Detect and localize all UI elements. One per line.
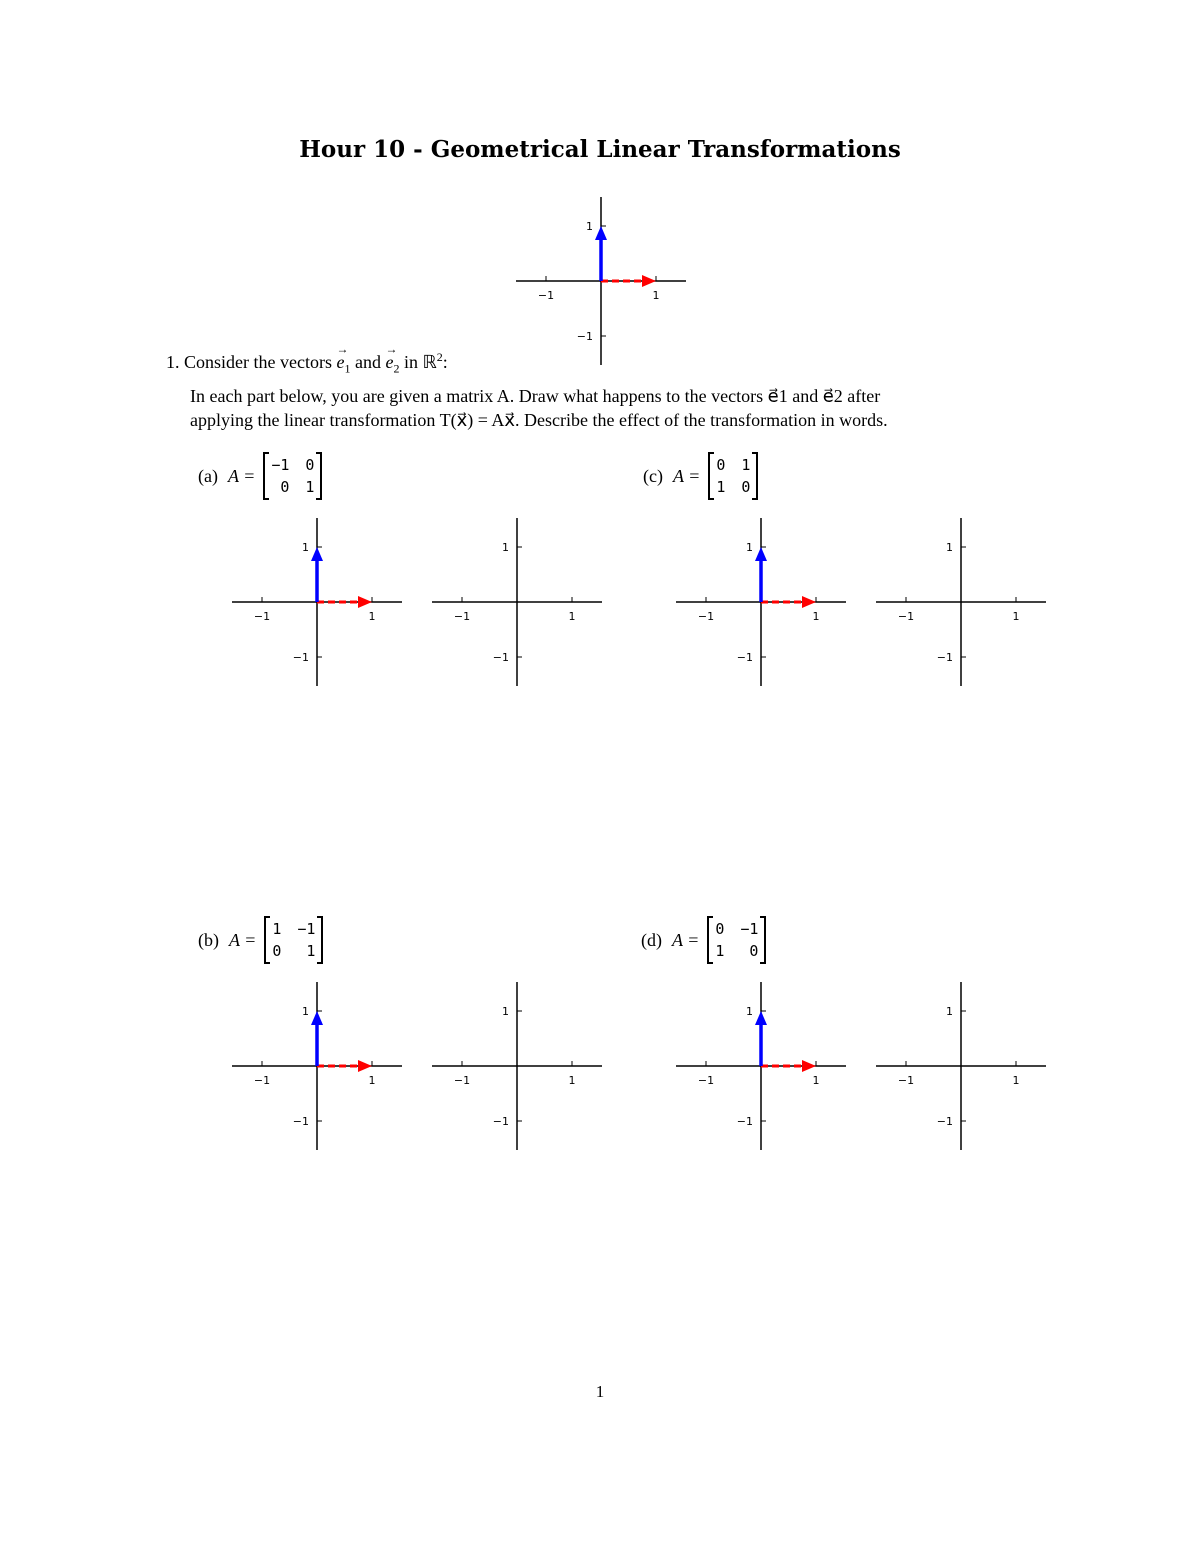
x-tick-label-neg: −1 (897, 1074, 915, 1087)
x-tick-label-pos: 1 (812, 610, 820, 623)
e1-arrowhead (802, 596, 816, 608)
e1-arrowhead (802, 1060, 816, 1072)
y-tick-label-neg: −1 (492, 1115, 509, 1128)
part-b-matrix: 1 −1 0 1 (264, 916, 323, 964)
x-tick-label-neg: −1 (453, 1074, 471, 1087)
page-title: Hour 10 - Geometrical Linear Transformations (299, 136, 901, 163)
y-tick-label-neg: −1 (292, 1115, 309, 1128)
y-tick-label-neg: −1 (292, 651, 309, 664)
y-tick-label-neg: −1 (936, 1115, 953, 1128)
x-tick-label-neg: −1 (453, 610, 471, 623)
y-tick-label-pos: 1 (302, 1005, 309, 1018)
part-d-label: (d) A = 0 −1 1 0 (641, 916, 766, 964)
part-c-original-plot (672, 516, 852, 688)
x-tick-label-pos: 1 (1012, 1074, 1020, 1087)
part-c-label: (c) A = 0 1 1 0 (643, 452, 758, 500)
part-c-matrix: 0 1 1 0 (708, 452, 758, 500)
e2-arrowhead (595, 226, 607, 240)
e1-arrowhead (642, 275, 656, 287)
instructions-line-2: applying the linear transformation T(x⃗) = Ax⃗. Describe the effect of the transformation in words. (190, 410, 888, 430)
page-number: 1 (595, 1382, 605, 1401)
e2-arrowhead (311, 547, 323, 561)
e2-symbol: → e (385, 350, 393, 374)
y-tick-label-pos: 1 (746, 1005, 753, 1018)
instructions-line-1: In each part below, you are given a matrix A. Draw what happens to the vectors e⃗1 and e⃗2 after (190, 386, 881, 406)
y-tick-label-pos: 1 (302, 541, 309, 554)
y-tick-label-pos: 1 (502, 541, 509, 554)
y-tick-label-pos: 1 (946, 1005, 953, 1018)
part-c-answer-plot[interactable] (872, 516, 1052, 688)
x-tick-label-neg: −1 (697, 610, 715, 623)
x-tick-label-pos: 1 (568, 610, 576, 623)
y-tick-label-pos: 1 (746, 541, 753, 554)
x-tick-label-pos: 1 (1012, 610, 1020, 623)
x-tick-label-pos: 1 (368, 610, 376, 623)
e1-arrowhead (358, 1060, 372, 1072)
part-d-matrix: 0 −1 1 0 (707, 916, 766, 964)
y-tick-label-pos: 1 (586, 220, 593, 233)
part-b-label: (b) A = 1 −1 0 1 (198, 916, 323, 964)
part-a-answer-plot[interactable] (428, 516, 608, 688)
y-tick-label-neg: −1 (736, 1115, 753, 1128)
reference-plot (512, 195, 692, 367)
part-b-original-plot (228, 980, 408, 1152)
part-a-matrix: −1 0 0 1 (263, 452, 322, 500)
y-tick-label-pos: 1 (502, 1005, 509, 1018)
x-tick-label-neg: −1 (897, 610, 915, 623)
y-tick-label-pos: 1 (946, 541, 953, 554)
e2-arrowhead (755, 547, 767, 561)
e2-arrowhead (311, 1011, 323, 1025)
y-tick-label-neg: −1 (576, 330, 593, 343)
x-tick-label-neg: −1 (253, 1074, 271, 1087)
part-a-label: (a) A = −1 0 0 1 (198, 452, 322, 500)
y-tick-label-neg: −1 (736, 651, 753, 664)
part-d-answer-plot[interactable] (872, 980, 1052, 1152)
x-tick-label-neg: −1 (253, 610, 271, 623)
part-a-original-plot (228, 516, 408, 688)
e1-arrowhead (358, 596, 372, 608)
y-tick-label-neg: −1 (492, 651, 509, 664)
e2-arrowhead (755, 1011, 767, 1025)
x-tick-label-pos: 1 (568, 1074, 576, 1087)
r2-symbol: ℝ$^2$ (422, 350, 443, 372)
part-d-original-plot (672, 980, 852, 1152)
x-tick-label-pos: 1 (368, 1074, 376, 1087)
problem-number: 1. (166, 352, 180, 372)
x-tick-label-pos: 1 (652, 289, 660, 302)
x-tick-label-pos: 1 (812, 1074, 820, 1087)
part-b-answer-plot[interactable] (428, 980, 608, 1152)
x-tick-label-neg: −1 (537, 289, 555, 302)
x-tick-label-neg: −1 (697, 1074, 715, 1087)
problem-statement: 1. Consider the vectors → $e_1$ and → $e_2$ in ℝ$^2$: (166, 345, 448, 381)
intro-text: Consider the vectors (184, 352, 332, 372)
e1-symbol: → e (336, 350, 344, 374)
y-tick-label-neg: −1 (936, 651, 953, 664)
